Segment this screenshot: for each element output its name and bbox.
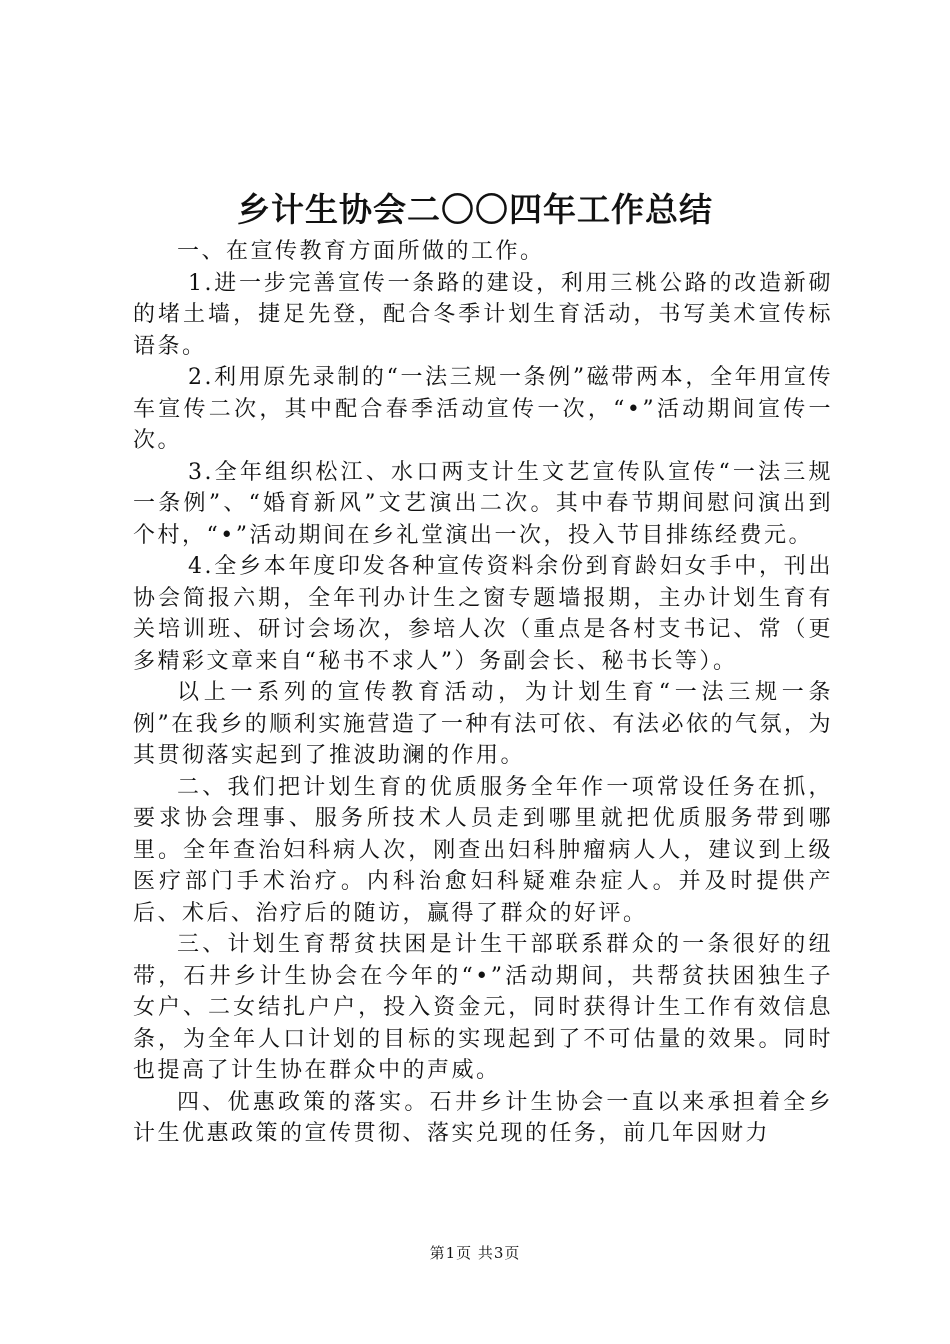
paragraph-summary: 以上一系列的宣传教育活动，为计划生育“一法三规一条例”在我乡的顺利实施营造了一种有法可依、有法必依的气氛，为其贯彻落实起到了推波助澜的作用。	[133, 680, 833, 768]
paragraph-item-3: 3.全年组织松江、水口两支计生文艺宣传队宣传“一法三规一条例”、“婚育新风”文艺演出二次。其中春节期间慰问演出到个村，“•”活动期间在乡礼堂演出一次，投入节目排练经费元。	[133, 459, 833, 548]
section-2-paragraph: 二、我们把计划生育的优质服务全年作一项常设任务在抓，要求协会理事、服务所技术人员走到哪里就把优质服务带到哪里。全年查治妇科病人次，刚查出妇科肿瘤病人人，建议到上级医疗部门手术治疗。内科治愈妇科疑难杂症人。并及时提供产后、术后、治疗后的随访，赢得了群众的好评。	[133, 774, 833, 926]
paragraph-item-1: 1.进一步完善宣传一条路的建设，利用三桃公路的改造新砌的堵土墙，捷足先登，配合冬季计划生育活动，书写美术宣传标语条。	[133, 270, 833, 359]
section-4-paragraph: 四、优惠政策的落实。石井乡计生协会一直以来承担着全乡计生优惠政策的宣传贯彻、落实兑现的任务，前几年因财力	[133, 1089, 833, 1146]
document-body	[133, 236, 833, 1150]
paragraph-item-2: 2.利用原先录制的“一法三规一条例”磁带两本，全年用宣传车宣传二次，其中配合春季活动宣传一次，“•”活动期间宣传一次。	[133, 365, 833, 453]
document-title: 乡计生协会二〇〇四年工作总结	[237, 190, 713, 229]
section-heading-1: 一、在宣传教育方面所做的工作。	[177, 239, 545, 264]
section-3-paragraph: 三、计划生育帮贫扶困是计生干部联系群众的一条很好的纽带，石井乡计生协会在今年的“•”活动期间，共帮贫扶困独生子女户、二女结扎户户，投入资金元，同时获得计生工作有效信息条，为全年人口计划的目标的实现起到了不可估量的效果。同时也提高了计生协在群众中的声威。	[133, 932, 833, 1083]
page-number-footer: 第1页 共3页	[429, 1244, 521, 1262]
paragraph-item-4: 4.全乡本年度印发各种宣传资料余份到育龄妇女手中，刊出协会简报六期，全年刊办计生之窗专题墙报期，主办计划生育有关培训班、研讨会场次，参培人次（重点是各村支书记、常（更多精彩文章来自“秘书不求人”）务副会长、秘书长等）。	[133, 554, 833, 674]
